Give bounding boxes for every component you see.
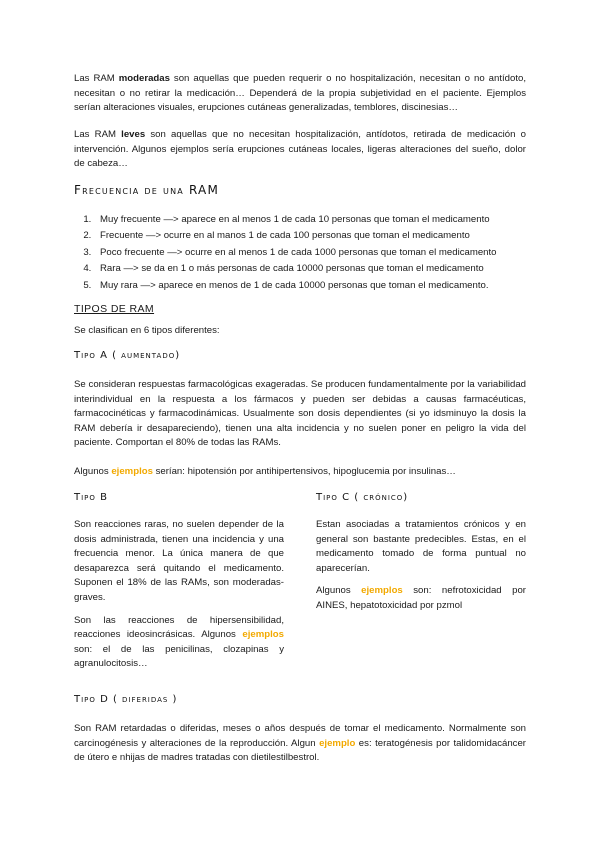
highlight-term: ejemplos xyxy=(361,585,403,597)
heading-tipo-a: Tipo A ( aumentado) xyxy=(74,350,181,361)
text-run: son aquellas que pueden requerir o no hospitalización, necesitan o no antídoto, necesitan o no retirar la medicación… Dependerá de la propia subjetividad en el paciente. Ejemplos serían alteraciones visuales, erupciones cutáneas generalizadas, temblores, discinesias… xyxy=(74,73,526,114)
frequency-list xyxy=(74,212,554,294)
list-item: 3. Poco frecuente —> ocurre en al menos 1 de cada 1000 personas que toman el medicamento xyxy=(94,245,554,261)
text-run: Algunos xyxy=(74,466,112,477)
text-run: Las RAM xyxy=(74,73,119,84)
tipos-intro: Se clasifican en 6 tipos diferentes: xyxy=(74,325,220,336)
list-item: 2. Frecuente —> ocurre en al manos 1 de cada 100 personas que toman el medicamento xyxy=(94,228,554,244)
bold-term: leves xyxy=(121,129,146,140)
list-item: 1. Muy frecuente —> aparece en al menos 1 de cada 10 personas que toman el medicamento xyxy=(94,212,554,228)
text-run: serían: hipotensión por antihipertensivos, hipoglucemia por insulinas… xyxy=(152,466,456,477)
tipo-b-text: Son reacciones raras, no suelen depender de la dosis administrada, tienen una incidencia y una frecuencia menor. La única manera de que desaparezca será quitando el medicamento. Suponen el 18% de las RAMs, son moderadas-graves. xyxy=(74,519,284,603)
section-heading-tipos: TIPOS DE RAM xyxy=(74,303,155,315)
highlight-term: ejemplo xyxy=(319,737,356,749)
heading-tipo-c: Tipo C ( crónico) xyxy=(316,492,409,503)
text-run: son aquellas que no necesitan hospitalización, antídotos, retirada de medicación o intervención. Algunos ejemplos sería erupciones cutáneas locales, ligeras alteraciones del sueño, dolor de cabeza… xyxy=(74,129,526,170)
text-run: Son las reacciones de hipersensibilidad, reacciones ideosincrásicas. Algunos xyxy=(74,614,284,641)
highlight-term: ejemplos xyxy=(242,629,284,641)
heading-tipo-b: Tipo B xyxy=(74,492,108,503)
tipo-a-text: Se consideran respuestas farmacológicas exageradas. Se producen fundamentalmente por la variabilidad interindividual en la respuesta a los fármacos y pueden ser debidas a causas farmacéuticas, farmacocinéticas y farmacodinámicas. Usualmente son dosis dependientes (si yo idsminuyo la dosis la RAM debería ir desapareciendo), tienen una alta incidencia y no suelen poner en peligro la vida del paciente. Comportan el 80% de todas las RAMs. xyxy=(74,379,526,449)
tipo-b-column xyxy=(74,518,284,672)
text-run: son: el de las penicilinas, clozapinas y agranulocitosis… xyxy=(74,643,284,670)
tipo-b-examples xyxy=(74,614,284,672)
tipo-c-text: Estan asociadas a tratamientos crónicos y en general son bastante predecibles. Estas, en el medicamento tomado de forma puntual no aparecerían. xyxy=(316,519,526,574)
tipo-d-text xyxy=(74,722,526,766)
heading-tipo-d: Tipo D ( diferidas ) xyxy=(74,694,178,705)
highlight-term: ejemplos xyxy=(111,466,153,477)
text-run: Algunos xyxy=(316,585,362,597)
tipo-c-column xyxy=(316,518,526,614)
tipo-a-examples xyxy=(74,465,526,480)
text-run: Son RAM retardadas o diferidas, meses o años después de tomar el medicamento. Normalmente son carcinogénesis y alteraciones de la reproducción. Algun xyxy=(74,723,526,749)
list-item: 5. Muy rara —> aparece en menos de 1 de cada 10000 personas que toman el medicamento. xyxy=(94,278,554,294)
intro-paragraph-leves xyxy=(74,128,526,172)
intro-paragraph-moderadas xyxy=(74,72,526,116)
text-run: son: nefrotoxicidad por AINES, hepatotoxicidad por pzmol xyxy=(316,585,526,611)
text-run: es: teratogénesis por talidomidacáncer de útero e nhijas de madres tratadas con dietilestilbestrol. xyxy=(74,737,526,764)
bold-term: moderadas xyxy=(118,73,170,84)
list-item: 4. Rara —> se da en 1 o más personas de cada 10000 personas que toman el medicamento xyxy=(94,261,554,277)
tipo-c-examples xyxy=(316,584,526,613)
section-heading-frecuencia: Frecuencia de una RAM xyxy=(74,183,219,197)
text-run: Las RAM xyxy=(74,129,122,140)
